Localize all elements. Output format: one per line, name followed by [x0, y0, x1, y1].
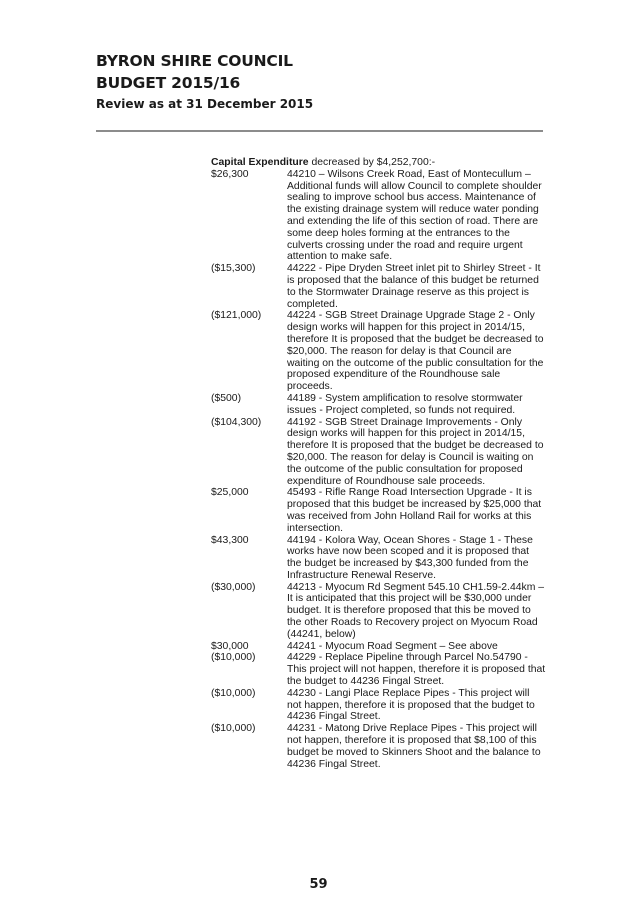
item-description: 44222 - Pipe Dryden Street inlet pit to Shirley Street - It is proposed that the balance of this budget be returned to the Stormwater Drainage reserve as this project is completed.	[287, 263, 541, 310]
council-name: BYRON SHIRE COUNCIL	[96, 52, 293, 70]
budget-title: BUDGET 2015/16	[96, 74, 241, 92]
item-description: 44230 - Langi Place Replace Pipes - This project will not happen, therefore it is proposed that the budget to 44236 Fingal Street.	[287, 687, 535, 723]
list-item	[211, 487, 546, 534]
item-amount: ($15,300)	[211, 263, 256, 275]
list-item	[211, 652, 546, 687]
item-description: 44229 - Replace Pipeline through Parcel No.54790 - This project will not happen, therefore it is proposed that the budget to 44236 Fingal Street.	[287, 652, 546, 688]
item-amount: ($10,000)	[211, 652, 256, 664]
item-description: 44210 – Wilsons Creek Road, East of Montecullum – Additional funds will allow Council to complete shoulder sealing to improve school bus access. Maintenance of the existing drainage system will reduce water ponding and extending the life of this section of road. There are some deep holes forming at the entrances to the culverts crossing under the road and require urgent attention to make safe.	[287, 168, 542, 263]
list-item	[211, 310, 546, 393]
list-item	[211, 263, 546, 310]
item-description: 44194 - Kolora Way, Ocean Shores - Stage 1 - These works have now been scoped and it is proposed that the budget be increased by $43,300 funded from the Infrastructure Renewal Reserve.	[287, 534, 533, 581]
list-item	[211, 393, 546, 417]
item-description: 44192 - SGB Street Drainage Improvements - Only design works will happen for this project in 2014/15, therefore It is proposed that the budget be decreased to $20,000. The reason for delay is Council is waiting on the outcome of the public consultation for proposed expenditure of Roundhouse sale proceeds.	[287, 416, 544, 487]
list-item	[211, 535, 546, 582]
list-item	[211, 169, 546, 263]
section-title: Capital Expenditure	[211, 157, 309, 168]
item-description: 44224 - SGB Street Drainage Upgrade Stage 2 - Only design works will happen for this project in 2014/15, therefore It is proposed that the budget be decreased to $20,000. The reason for delay is that Council are waiting on the outcome of the public consultation for the proposed expenditure of the Roundhouse sale proceeds.	[287, 310, 544, 393]
item-amount: $26,300	[211, 168, 249, 180]
header-divider	[96, 130, 543, 132]
section-intro	[211, 157, 546, 169]
capital-expenditure-section	[211, 157, 546, 770]
list-item	[211, 688, 546, 723]
item-amount: $30,000	[211, 640, 249, 652]
list-item	[211, 582, 546, 641]
item-description: 44231 - Matong Drive Replace Pipes - This project will not happen, therefore it is proposed that $8,100 of this budget be moved to Skinners Shoot and the balance to 44236 Fingal Street.	[287, 723, 541, 770]
item-description: 45493 - Rifle Range Road Intersection Upgrade - It is proposed that this budget be increased by $25,000 that was received from John Holland Rail for works at this intersection.	[287, 487, 542, 534]
item-amount: ($104,300)	[211, 416, 262, 428]
item-description: 44213 - Myocum Rd Segment 545.10 CH1.59-2.44km – It is anticipated that this project will be $30,000 under budget. It is therefore proposed that this be moved to the other Roads to Recovery project on Myocum Road (44241, below)	[287, 581, 545, 640]
list-item	[211, 417, 546, 488]
item-amount: ($10,000)	[211, 687, 256, 699]
item-description: 44241 - Myocum Road Segment – See above	[287, 640, 498, 652]
item-amount: ($10,000)	[211, 723, 256, 735]
list-item	[211, 723, 546, 770]
review-date: Review as at 31 December 2015	[96, 97, 314, 111]
list-item	[211, 641, 546, 653]
item-amount: $25,000	[211, 487, 249, 499]
item-amount: ($500)	[211, 392, 242, 404]
section-intro-text: decreased by $4,252,700:-	[308, 157, 436, 168]
page-number: 59	[309, 877, 328, 892]
item-description: 44189 - System amplification to resolve stormwater issues - Project completed, so funds not required.	[287, 392, 523, 416]
item-amount: ($121,000)	[211, 310, 262, 322]
expenditure-list	[211, 169, 546, 771]
item-amount: ($30,000)	[211, 581, 256, 593]
item-amount: $43,300	[211, 534, 249, 546]
